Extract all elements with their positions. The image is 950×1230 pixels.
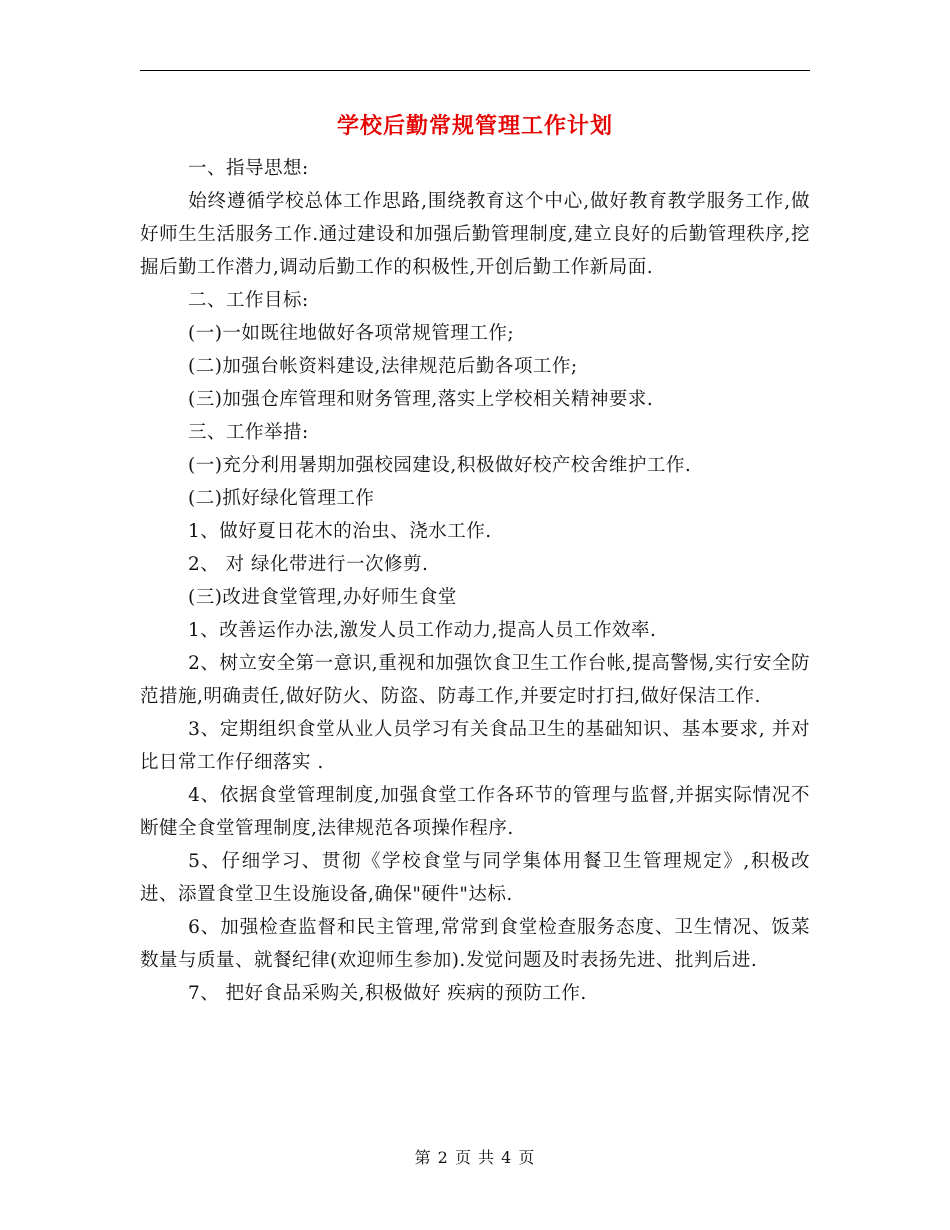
document-title: 学校后勤常规管理工作计划	[336, 113, 613, 139]
section-heading-guiding-thought: 一、指导思想:	[188, 158, 309, 179]
list-item-greening-1: 1、做好夏日花木的治虫、浇水工作.	[188, 521, 492, 542]
list-item-goal-3: (三)加强仓库管理和财务管理,落实上学校相关精神要求.	[188, 389, 654, 410]
document-body	[140, 152, 810, 1010]
section-heading-work-measures: 三、工作举措:	[188, 422, 309, 443]
list-item-canteen-3: 3、定期组织食堂从业人员学习有关食品卫生的基础知识、基本要求, 并对比日常工作仔细落实 .	[140, 719, 810, 773]
list-item-canteen-1: 1、改善运作办法,激发人员工作动力,提高人员工作效率.	[188, 620, 657, 641]
list-item-measure-2: (二)抓好绿化管理工作	[188, 488, 375, 509]
page-number: 第 2 页 共 4 页	[414, 1148, 536, 1167]
list-item-goal-2: (二)加强台帐资料建设,法律规范后勤各项工作;	[188, 356, 578, 377]
list-item-canteen-5: 5、仔细学习、贯彻《学校食堂与同学集体用餐卫生管理规定》,积极改进、添置食堂卫生设施设备,确保"硬件"达标.	[140, 851, 810, 905]
list-item-measure-3: (三)改进食堂管理,办好师生食堂	[188, 587, 457, 608]
list-item-canteen-6: 6、加强检查监督和民主管理,常常到食堂检查服务态度、卫生情况、饭菜数量与质量、就餐纪律(欢迎师生参加).发觉问题及时表扬先进、批判后进.	[140, 917, 810, 971]
list-item-canteen-7: 7、 把好食品采购关,积极做好 疾病的预防工作.	[188, 983, 587, 1004]
list-item-goal-1: (一)一如既往地做好各项常规管理工作;	[188, 323, 515, 344]
list-item-canteen-4: 4、依据食堂管理制度,加强食堂工作各环节的管理与监督,并据实际情况不断健全食堂管理制度,法律规范各项操作程序.	[140, 785, 810, 839]
list-item-canteen-2: 2、树立安全第一意识,重视和加强饮食卫生工作台帐,提高警惕,实行安全防范措施,明确责任,做好防火、防盗、防毒工作,并要定时打扫,做好保洁工作.	[140, 653, 810, 707]
header-rule	[140, 70, 810, 71]
section-heading-work-goals: 二、工作目标:	[188, 290, 309, 311]
list-item-measure-1: (一)充分利用暑期加强校园建设,积极做好校产校舍维护工作.	[188, 455, 692, 476]
list-item-greening-2: 2、 对 绿化带进行一次修剪.	[188, 554, 429, 575]
paragraph-guiding-thought: 始终遵循学校总体工作思路,围绕教育这个中心,做好教育教学服务工作,做好师生生活服务工作.通过建设和加强后勤管理制度,建立良好的后勤管理秩序,挖掘后勤工作潜力,调动后勤工作的积极性,开创后勤工作新局面.	[140, 191, 810, 278]
